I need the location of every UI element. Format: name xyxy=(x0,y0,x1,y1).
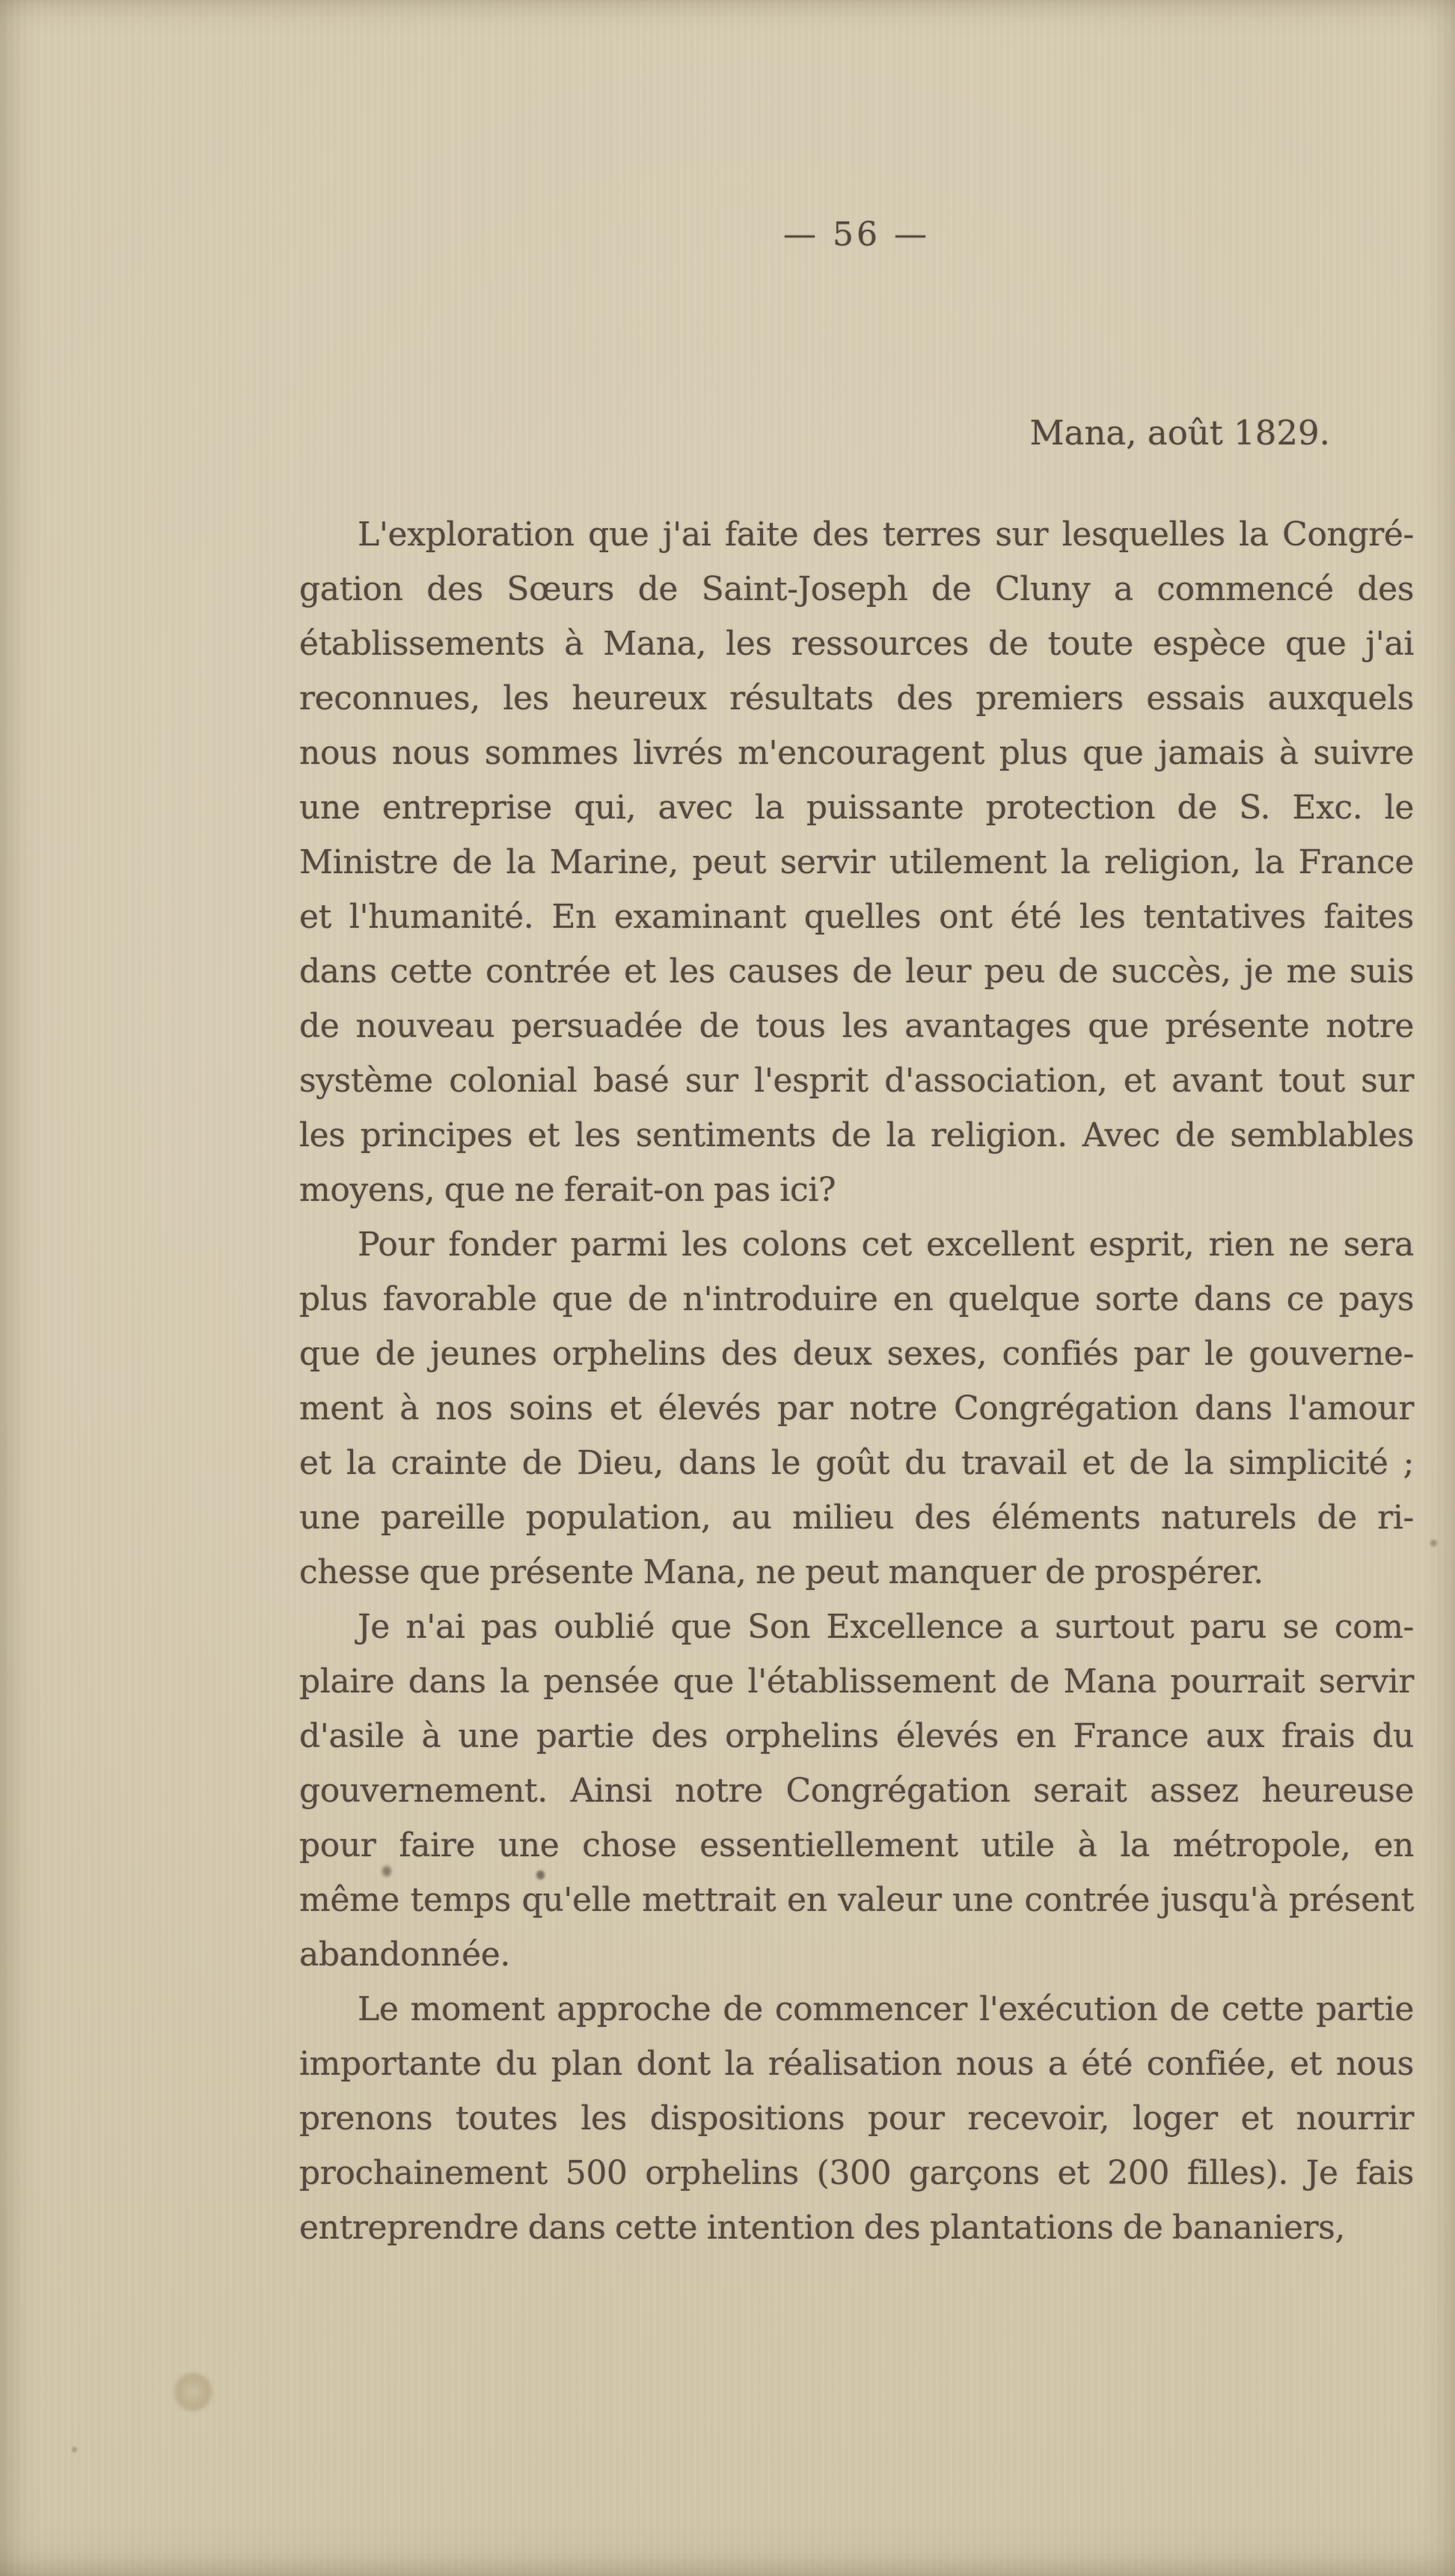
text-line: prenons toutes les dispositions pour recevoir, loger et nourrir xyxy=(299,2099,1414,2138)
text-line: une pareille population, au milieu des éléments naturels de ri- xyxy=(299,1499,1414,1537)
text-line: gation des Sœurs de Saint-Joseph de Cluny a commencé des xyxy=(299,570,1414,608)
text-line: Le moment approche de commencer l'exécution de cette partie xyxy=(358,1990,1414,2028)
text-line: ment à nos soins et élevés par notre Congrégation dans l'amour xyxy=(299,1389,1414,1428)
text-line: une entreprise qui, avec la puissante protection de S. Exc. le xyxy=(299,789,1414,827)
text-line: d'asile à une partie des orphelins élevés en France aux frais du xyxy=(299,1717,1414,1755)
text-line: entreprendre dans cette intention des plantations de bananiers, xyxy=(299,2209,1345,2247)
text-line: établissements à Mana, les ressources de toute espèce que j'ai xyxy=(299,625,1414,663)
text-line: les principes et les sentiments de la religion. Avec de semblables xyxy=(299,1116,1414,1154)
dateline: Mana, août 1829. xyxy=(1029,413,1330,453)
text-line: prochainement 500 orphelins (300 garçons et 200 filles). Je fais xyxy=(299,2154,1414,2192)
text-line: Pour fonder parmi les colons cet excellent esprit, rien ne sera xyxy=(358,1226,1414,1264)
text-line: que de jeunes orphelins des deux sexes, confiés par le gouverne- xyxy=(299,1335,1414,1373)
text-line: dans cette contrée et les causes de leur peu de succès, je me suis xyxy=(299,952,1414,991)
text-line: et l'humanité. En examinant quelles ont été les tentatives faites xyxy=(299,898,1414,936)
page-number: — 56 — xyxy=(783,215,930,254)
text-line: importante du plan dont la réalisation nous a été confiée, et nous xyxy=(299,2045,1414,2083)
text-line: abandonnée. xyxy=(299,1936,510,1974)
text-line: L'exploration que j'ai faite des terres sur lesquelles la Congré- xyxy=(358,515,1414,554)
text-line: Ministre de la Marine, peut servir utilement la religion, la France xyxy=(299,843,1414,881)
text-line: moyens, que ne ferait-on pas ici? xyxy=(299,1171,836,1209)
text-line: système colonial basé sur l'esprit d'association, et avant tout sur xyxy=(299,1062,1414,1100)
text-line: nous nous sommes livrés m'encouragent plus que jamais à suivre xyxy=(299,734,1414,772)
text-line: reconnues, les heureux résultats des premiers essais auxquels xyxy=(299,679,1414,718)
text-line: plus favorable que de n'introduire en quelque sorte dans ce pays xyxy=(299,1280,1414,1318)
text-line: chesse que présente Mana, ne peut manquer de prospérer. xyxy=(299,1553,1263,1591)
text-line: Je n'ai pas oublié que Son Excellence a surtout paru se com- xyxy=(358,1608,1414,1646)
text-line: et la crainte de Dieu, dans le goût du travail et de la simplicité ; xyxy=(299,1444,1414,1482)
text-line: gouvernement. Ainsi notre Congrégation serait assez heureuse xyxy=(299,1772,1414,1810)
text-line: même temps qu'elle mettrait en valeur une contrée jusqu'à présent xyxy=(299,1881,1414,1919)
text-line: de nouveau persuadée de tous les avantages que présente notre xyxy=(299,1007,1414,1045)
text-line: plaire dans la pensée que l'établissement de Mana pourrait servir xyxy=(299,1662,1414,1701)
text-line: pour faire une chose essentiellement utile à la métropole, en xyxy=(299,1826,1414,1864)
letter-body xyxy=(299,507,1414,2255)
